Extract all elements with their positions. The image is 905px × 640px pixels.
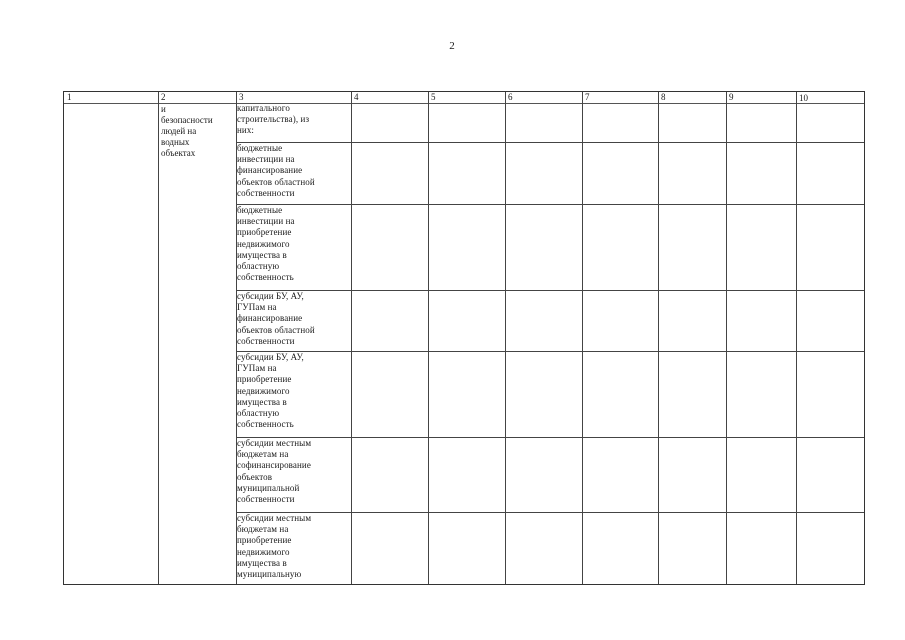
header-cell-10: 10 [799,93,808,103]
column-divider [505,92,506,584]
cell-col3-row: бюджетные инвестиции на финансирование объектов областной собственности [237,143,315,198]
column-divider [796,92,797,584]
header-cell-8: 8 [661,92,666,102]
cell-col2-text: и безопасности людей на водных объектах [161,104,213,158]
column-divider [726,92,727,584]
header-cell-7: 7 [585,92,590,102]
header-cell-4: 4 [354,92,359,102]
page-number: 2 [449,40,455,52]
cell-col3-row: субсидии местным бюджетам на приобретение недвижимого имущества в муниципальную [237,513,312,580]
data-table [63,91,865,585]
header-cell-5: 5 [431,92,436,102]
cell-col3-row: бюджетные инвестиции на приобретение недвижимого имущества в областную собственность [237,205,295,283]
column-divider [351,92,352,584]
cell-col3-row: субсидии БУ, АУ, ГУПам на финансирование объектов областной собственности [237,291,315,346]
header-cell-3: 3 [239,92,244,102]
header-cell-9: 9 [729,92,734,102]
table-header-row [64,92,864,104]
header-cell-6: 6 [508,92,513,102]
header-cell-2: 2 [161,92,166,102]
column-divider [428,92,429,584]
column-divider [158,92,159,584]
cell-col3-row: капитального строительства), из них: [237,103,310,136]
column-divider [582,92,583,584]
column-divider [658,92,659,584]
cell-col3-row: субсидии БУ, АУ, ГУПам на приобретение недвижимого имущества в областную собственность [237,352,304,430]
header-cell-1: 1 [67,92,72,102]
cell-col3-row: субсидии местным бюджетам на софинансирование объектов муниципальной собственности [237,438,312,505]
